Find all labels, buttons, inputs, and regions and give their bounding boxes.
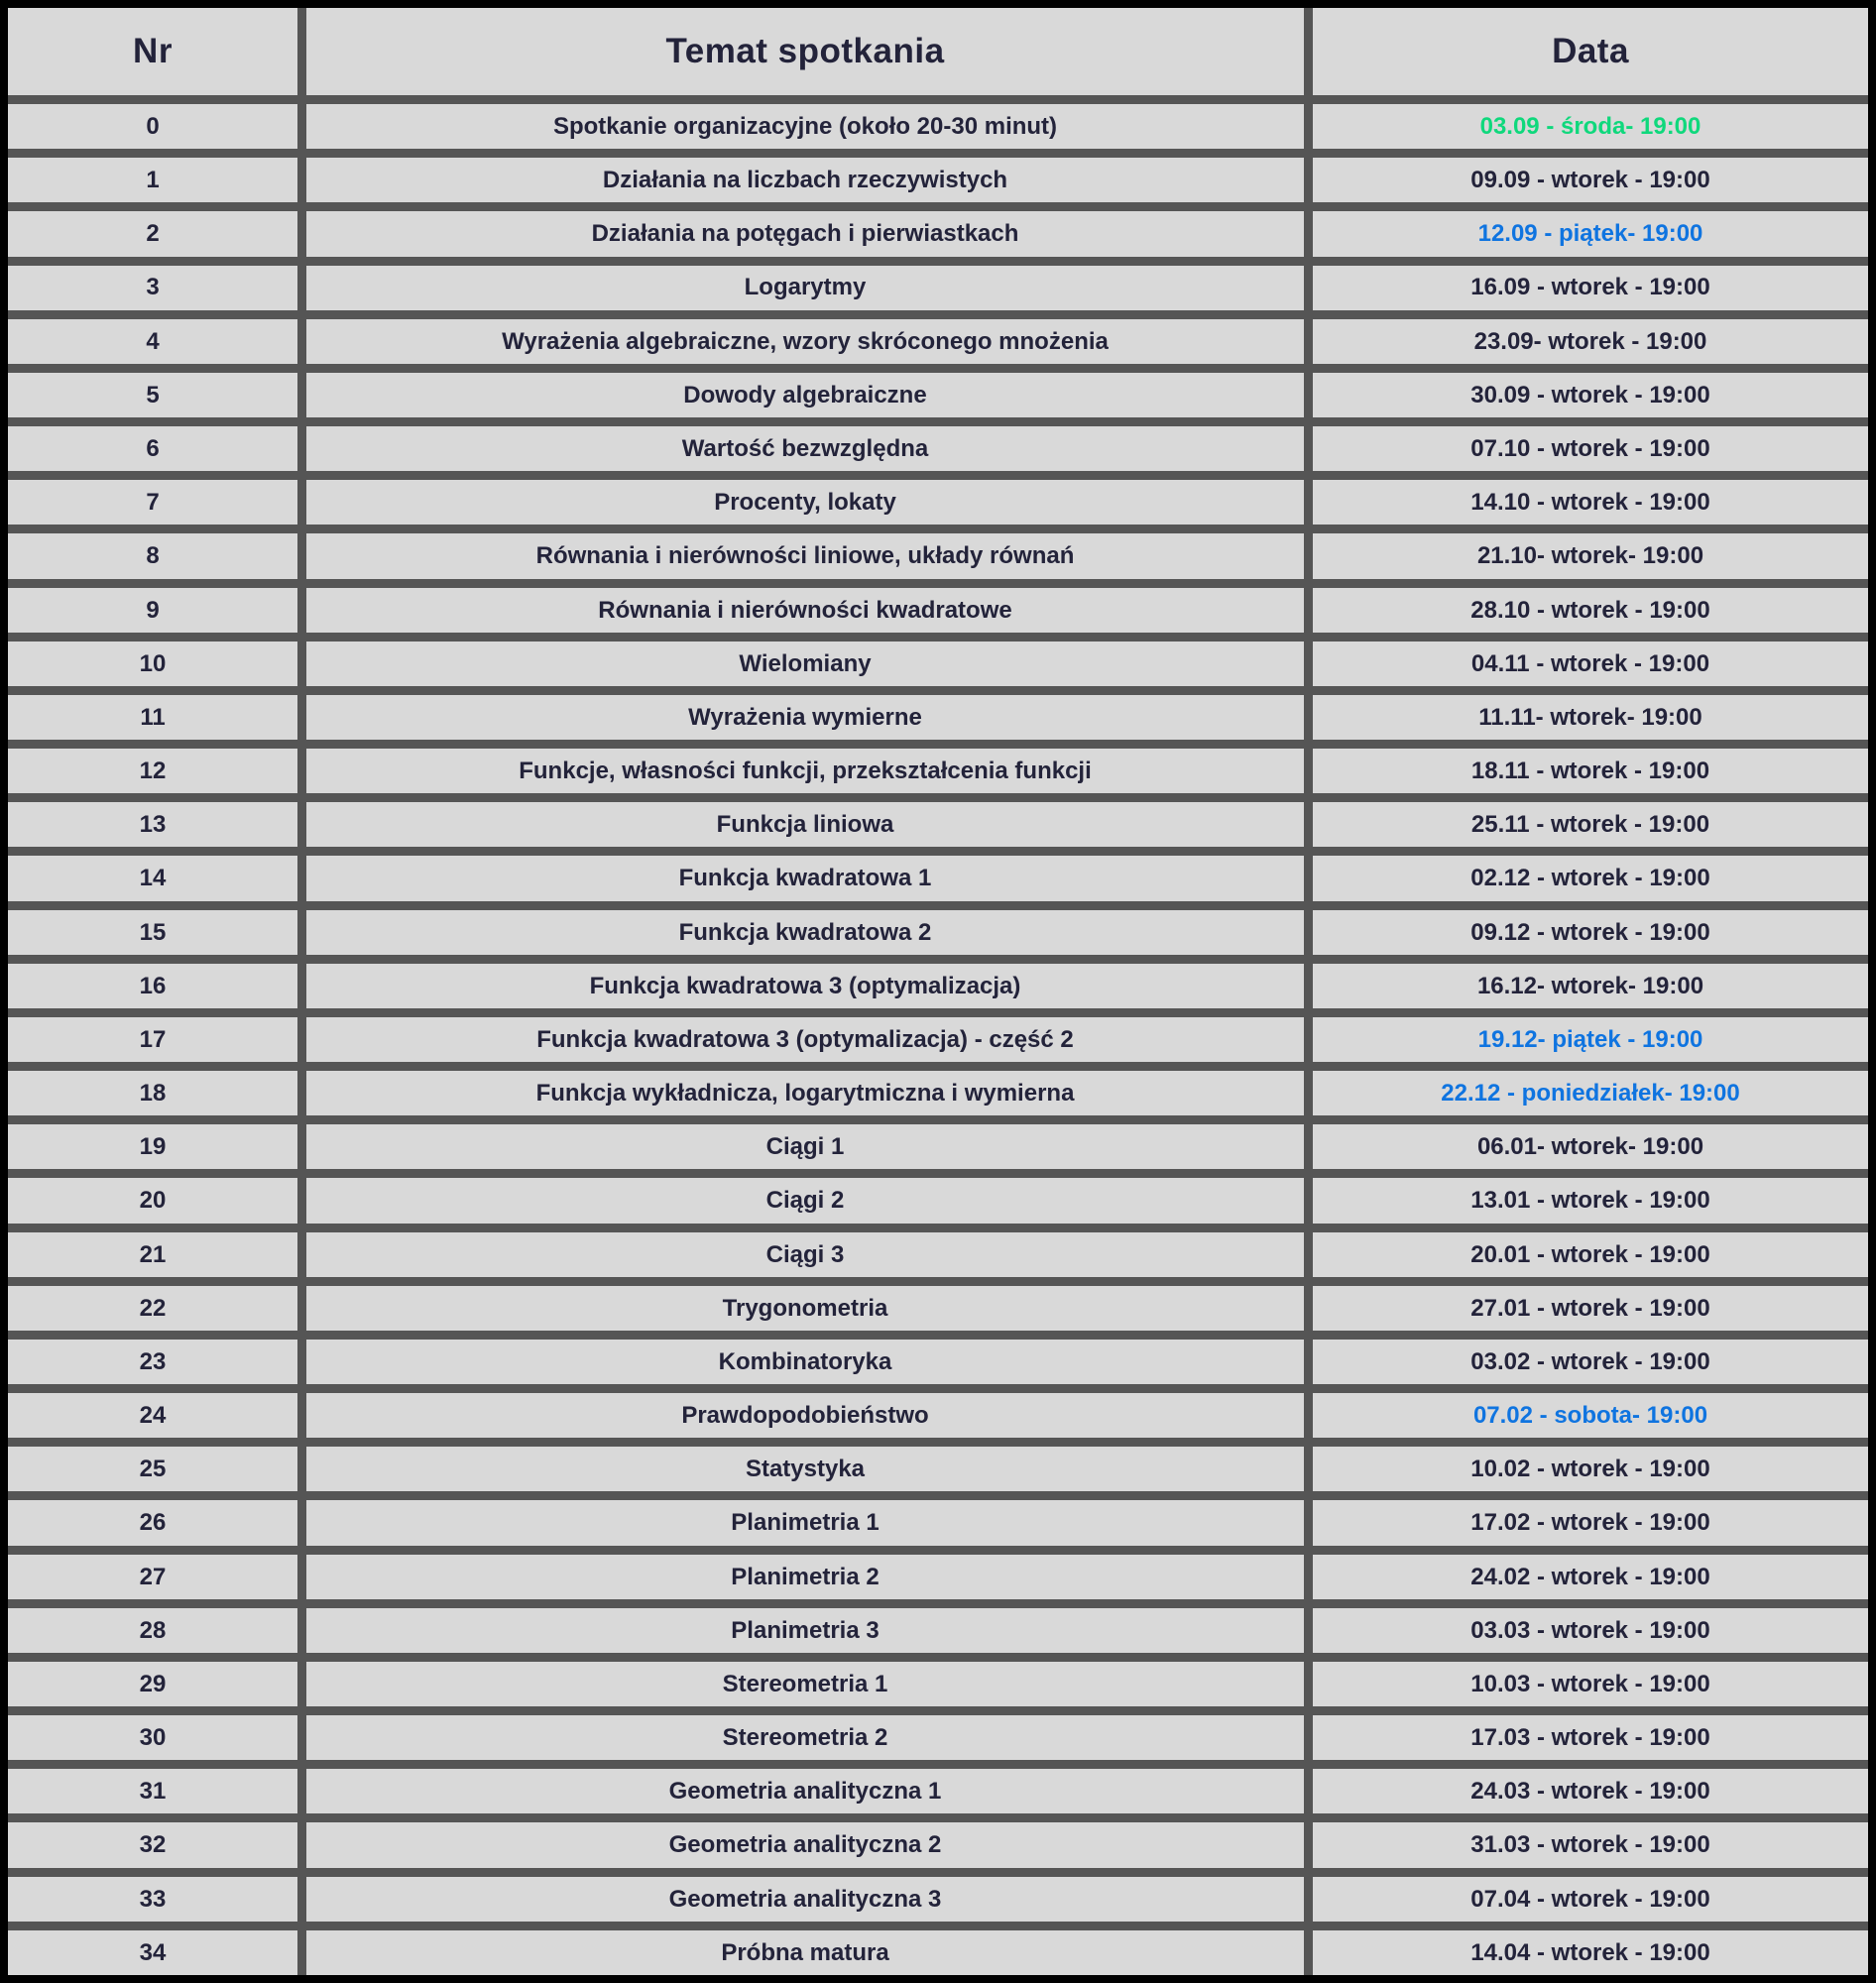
row-topic-cell: Statystyka	[306, 1447, 1304, 1491]
row-date-cell: 16.12- wtorek- 19:00	[1313, 964, 1868, 1008]
row-date-cell: 24.03 - wtorek - 19:00	[1313, 1769, 1868, 1813]
column-header-topic: Temat spotkania	[306, 8, 1304, 95]
row-date-cell: 10.02 - wtorek - 19:00	[1313, 1447, 1868, 1491]
row-date-cell: 04.11 - wtorek - 19:00	[1313, 642, 1868, 686]
row-topic-cell: Trygonometria	[306, 1286, 1304, 1331]
row-topic-cell: Ciągi 2	[306, 1178, 1304, 1223]
row-number-cell: 6	[8, 426, 297, 471]
row-date-cell: 14.10 - wtorek - 19:00	[1313, 480, 1868, 525]
row-date-cell: 22.12 - poniedziałek- 19:00	[1313, 1071, 1868, 1115]
row-topic-cell: Funkcja kwadratowa 3 (optymalizacja) - część 2	[306, 1017, 1304, 1062]
row-date-cell: 17.03 - wtorek - 19:00	[1313, 1715, 1868, 1760]
row-topic-cell: Planimetria 1	[306, 1500, 1304, 1545]
row-topic-cell: Ciągi 3	[306, 1232, 1304, 1277]
row-number-cell: 18	[8, 1071, 297, 1115]
row-number-cell: 24	[8, 1393, 297, 1438]
row-number-cell: 4	[8, 319, 297, 364]
row-topic-cell: Geometria analityczna 3	[306, 1877, 1304, 1922]
column-header-date: Data	[1313, 8, 1868, 95]
row-topic-cell: Planimetria 2	[306, 1555, 1304, 1599]
row-number-cell: 25	[8, 1447, 297, 1491]
row-date-cell: 03.09 - środa- 19:00	[1313, 104, 1868, 149]
row-date-cell: 25.11 - wtorek - 19:00	[1313, 802, 1868, 847]
row-number-cell: 0	[8, 104, 297, 149]
row-date-cell: 03.02 - wtorek - 19:00	[1313, 1340, 1868, 1384]
row-topic-cell: Procenty, lokaty	[306, 480, 1304, 525]
row-date-cell: 21.10- wtorek- 19:00	[1313, 533, 1868, 578]
row-number-cell: 13	[8, 802, 297, 847]
row-number-cell: 22	[8, 1286, 297, 1331]
row-number-cell: 21	[8, 1232, 297, 1277]
row-number-cell: 28	[8, 1608, 297, 1653]
row-date-cell: 18.11 - wtorek - 19:00	[1313, 749, 1868, 793]
row-number-cell: 33	[8, 1877, 297, 1922]
row-date-cell: 12.09 - piątek- 19:00	[1313, 211, 1868, 256]
row-date-cell: 13.01 - wtorek - 19:00	[1313, 1178, 1868, 1223]
row-number-cell: 29	[8, 1662, 297, 1706]
row-number-cell: 5	[8, 373, 297, 417]
row-topic-cell: Równania i nierówności liniowe, układy równań	[306, 533, 1304, 578]
row-number-cell: 27	[8, 1555, 297, 1599]
row-date-cell: 20.01 - wtorek - 19:00	[1313, 1232, 1868, 1277]
row-topic-cell: Funkcja liniowa	[306, 802, 1304, 847]
row-date-cell: 07.10 - wtorek - 19:00	[1313, 426, 1868, 471]
row-date-cell: 07.04 - wtorek - 19:00	[1313, 1877, 1868, 1922]
row-topic-cell: Dowody algebraiczne	[306, 373, 1304, 417]
row-topic-cell: Działania na liczbach rzeczywistych	[306, 158, 1304, 202]
row-number-cell: 30	[8, 1715, 297, 1760]
row-number-cell: 10	[8, 642, 297, 686]
row-number-cell: 23	[8, 1340, 297, 1384]
row-number-cell: 2	[8, 211, 297, 256]
row-topic-cell: Wyrażenia algebraiczne, wzory skróconego mnożenia	[306, 319, 1304, 364]
row-number-cell: 11	[8, 695, 297, 740]
row-topic-cell: Ciągi 1	[306, 1124, 1304, 1169]
row-number-cell: 7	[8, 480, 297, 525]
row-date-cell: 24.02 - wtorek - 19:00	[1313, 1555, 1868, 1599]
row-number-cell: 12	[8, 749, 297, 793]
row-topic-cell: Działania na potęgach i pierwiastkach	[306, 211, 1304, 256]
row-number-cell: 34	[8, 1930, 297, 1975]
column-header-nr: Nr	[8, 8, 297, 95]
row-date-cell: 09.09 - wtorek - 19:00	[1313, 158, 1868, 202]
row-number-cell: 31	[8, 1769, 297, 1813]
row-topic-cell: Planimetria 3	[306, 1608, 1304, 1653]
row-number-cell: 20	[8, 1178, 297, 1223]
row-topic-cell: Stereometria 1	[306, 1662, 1304, 1706]
row-topic-cell: Funkcja kwadratowa 3 (optymalizacja)	[306, 964, 1304, 1008]
row-topic-cell: Funkcja kwadratowa 1	[306, 856, 1304, 900]
row-topic-cell: Spotkanie organizacyjne (około 20-30 minut)	[306, 104, 1304, 149]
row-date-cell: 31.03 - wtorek - 19:00	[1313, 1822, 1868, 1867]
row-date-cell: 23.09- wtorek - 19:00	[1313, 319, 1868, 364]
row-number-cell: 3	[8, 266, 297, 310]
row-topic-cell: Wyrażenia wymierne	[306, 695, 1304, 740]
schedule-table	[8, 8, 1868, 1975]
row-topic-cell: Prawdopodobieństwo	[306, 1393, 1304, 1438]
row-topic-cell: Stereometria 2	[306, 1715, 1304, 1760]
row-topic-cell: Wartość bezwzględna	[306, 426, 1304, 471]
row-date-cell: 17.02 - wtorek - 19:00	[1313, 1500, 1868, 1545]
row-number-cell: 16	[8, 964, 297, 1008]
row-number-cell: 1	[8, 158, 297, 202]
row-date-cell: 28.10 - wtorek - 19:00	[1313, 588, 1868, 633]
row-topic-cell: Funkcja wykładnicza, logarytmiczna i wymierna	[306, 1071, 1304, 1115]
row-date-cell: 10.03 - wtorek - 19:00	[1313, 1662, 1868, 1706]
row-date-cell: 27.01 - wtorek - 19:00	[1313, 1286, 1868, 1331]
row-topic-cell: Próbna matura	[306, 1930, 1304, 1975]
row-topic-cell: Funkcja kwadratowa 2	[306, 910, 1304, 955]
row-number-cell: 15	[8, 910, 297, 955]
row-number-cell: 19	[8, 1124, 297, 1169]
row-date-cell: 06.01- wtorek- 19:00	[1313, 1124, 1868, 1169]
row-number-cell: 32	[8, 1822, 297, 1867]
row-date-cell: 09.12 - wtorek - 19:00	[1313, 910, 1868, 955]
row-number-cell: 14	[8, 856, 297, 900]
row-date-cell: 02.12 - wtorek - 19:00	[1313, 856, 1868, 900]
row-date-cell: 07.02 - sobota- 19:00	[1313, 1393, 1868, 1438]
row-date-cell: 03.03 - wtorek - 19:00	[1313, 1608, 1868, 1653]
row-topic-cell: Geometria analityczna 1	[306, 1769, 1304, 1813]
row-date-cell: 19.12- piątek - 19:00	[1313, 1017, 1868, 1062]
row-topic-cell: Kombinatoryka	[306, 1340, 1304, 1384]
row-topic-cell: Wielomiany	[306, 642, 1304, 686]
row-date-cell: 14.04 - wtorek - 19:00	[1313, 1930, 1868, 1975]
row-number-cell: 9	[8, 588, 297, 633]
row-topic-cell: Funkcje, własności funkcji, przekształcenia funkcji	[306, 749, 1304, 793]
row-topic-cell: Logarytmy	[306, 266, 1304, 310]
row-number-cell: 8	[8, 533, 297, 578]
row-number-cell: 26	[8, 1500, 297, 1545]
row-date-cell: 16.09 - wtorek - 19:00	[1313, 266, 1868, 310]
row-topic-cell: Równania i nierówności kwadratowe	[306, 588, 1304, 633]
row-date-cell: 11.11- wtorek- 19:00	[1313, 695, 1868, 740]
row-date-cell: 30.09 - wtorek - 19:00	[1313, 373, 1868, 417]
row-topic-cell: Geometria analityczna 2	[306, 1822, 1304, 1867]
row-number-cell: 17	[8, 1017, 297, 1062]
